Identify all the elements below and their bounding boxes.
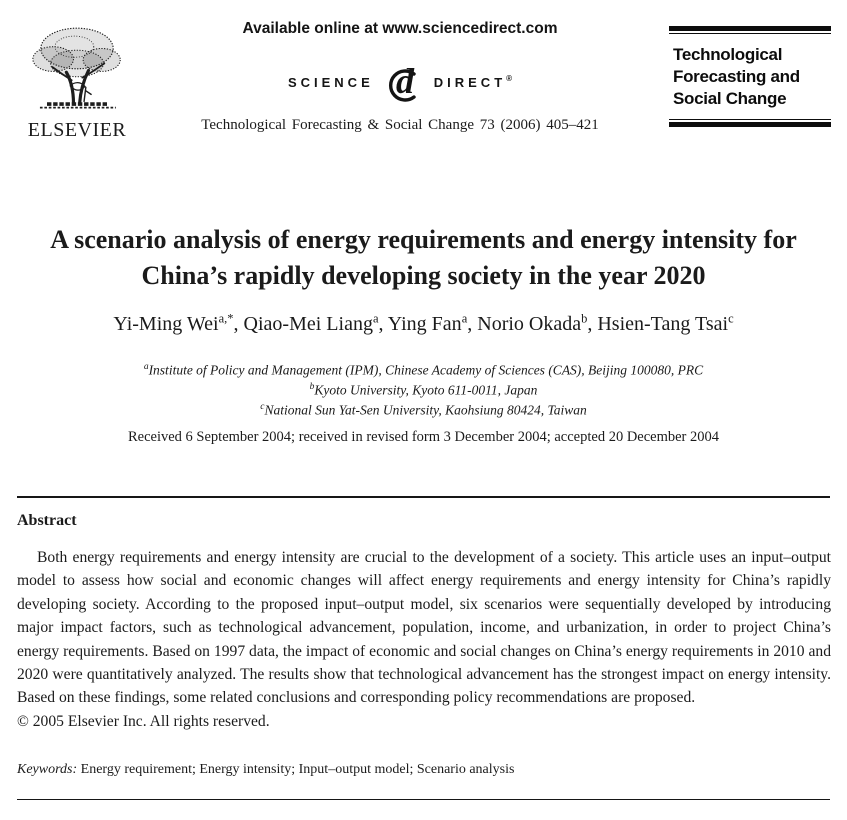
journal-citation: Technological Forecasting & Social Change 73 (2006) 405–421 [201,117,599,133]
author-separator: , [467,312,478,335]
affiliations [0,359,847,419]
affiliation-text: Kyoto University, Kyoto 611-0011, Japan [314,382,538,398]
abstract-body [17,546,831,733]
affiliation-superscript: c [260,402,265,412]
author-superscript: b [581,311,588,325]
author-name: Norio Okada [477,312,582,335]
author-name: Yi-Ming Wei [113,312,219,335]
elsevier-tree-icon [24,22,130,112]
article-title-line1: A scenario analysis of energy requirements and energy intensity for [50,225,797,254]
author [113,313,243,335]
abstract-heading: Abstract [17,512,77,529]
keywords-text: Energy requirement; Energy intensity; Input–output model; Scenario analysis [77,762,515,777]
author-line [0,311,847,336]
journal-box-top-bar [669,26,831,31]
affiliation-line [0,379,847,399]
author-superscript: a,* [218,311,234,325]
author-separator: , [378,312,388,335]
journal-title-box [669,26,831,127]
journal-name-line3: Social Change [673,89,787,108]
author-superscript: a [461,311,468,325]
abstract-text: Both energy requirements and energy intensity are crucial to the development of a society. This article uses an input–output model to assess how social and economic changes will affect energy requirements and energy intensity for China’s rapidly developing society. According to the proposed input–output model, six scenarios were sequentially developed by introducing major impact factors, such as technological advancement, population, income, and urbanization, in order to project China’s energy requirements. Based on 1997 data, the impact of economic and social changes on China’s energy requirements in 2010 and 2020 were quantitatively analyzed. The results show that technological advancement has the strongest impact on energy intensity. Based on these findings, some related conclusions and corresponding policy recommendations are proposed. [17,549,831,707]
article-title [10,222,837,294]
author-separator: , [587,312,598,335]
author [477,313,597,335]
sciencedirect-d-letter: d [395,61,414,101]
journal-box-bottom-thin-rule [669,119,831,120]
journal-name-line2: Forecasting and [673,67,800,86]
copyright-line: © 2005 Elsevier Inc. All rights reserved. [17,712,270,730]
affiliation-superscript: b [309,382,315,392]
author-superscript: a [372,311,379,325]
affiliation-line [0,399,847,419]
registered-mark: ® [506,74,513,83]
available-online-text: Available online at www.sciencedirect.com [242,20,558,37]
keywords-line [17,762,831,778]
author-superscript: c [728,311,734,325]
author [388,313,477,335]
journal-name [669,34,831,119]
keywords-label: Keywords: [17,762,78,777]
article-title-line2: China’s rapidly developing society in the year 2020 [141,261,706,290]
author [597,313,733,335]
bottom-rule [17,799,830,801]
affiliation-text: Institute of Policy and Management (IPM), Chinese Academy of Sciences (CAS), Beijing 100080, PRC [148,362,704,378]
received-dates-line: Received 6 September 2004; received in revised form 3 December 2004; accepted 20 December 2004 [127,429,720,445]
journal-box-bottom-bar [669,122,831,127]
author-name: Qiao-Mei Liang [243,312,373,335]
affiliation-text: National Sun Yat-Sen University, Kaohsiung 80424, Taiwan [264,402,587,418]
sciencedirect-d-glyph-icon [380,57,428,107]
author-name: Hsien-Tang Tsai [597,312,729,335]
journal-name-line1: Technological [673,45,783,64]
sciencedirect-science-text: SCIENCE [287,74,374,90]
sciencedirect-logo [140,56,660,108]
direct-label: DIRECT [433,75,507,90]
sciencedirect-direct-text [434,74,512,90]
author [244,313,388,335]
affiliation-line [0,359,847,379]
author-name: Ying Fan [387,312,462,335]
author-separator: , [233,312,244,335]
abstract-top-rule [17,496,830,498]
affiliation-superscript: a [143,362,149,372]
elsevier-wordmark: ELSEVIER [27,119,127,141]
